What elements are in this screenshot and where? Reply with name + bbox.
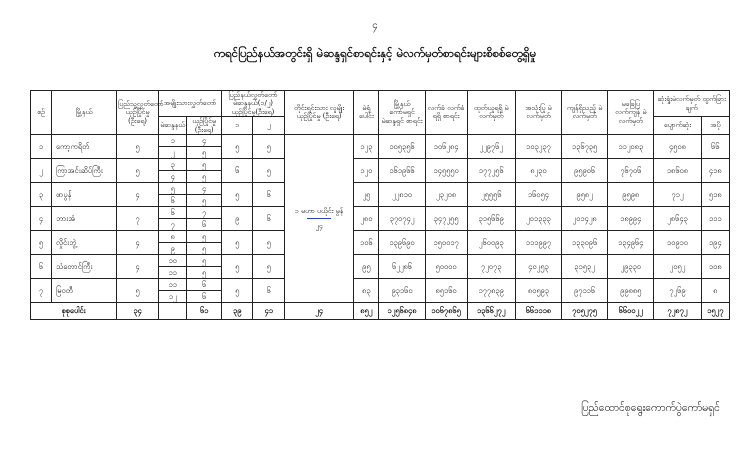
cell-amyotha-constituency: ၇ [159, 218, 187, 230]
cell-received: ၈၅၁၆၀ [425, 278, 467, 302]
table-body [31, 134, 730, 319]
cell-amyotha-constituency: ၂ [159, 146, 187, 158]
cell-voters: ၆၂၂၈၆ [379, 254, 425, 278]
table-row [31, 254, 730, 266]
cell-voters: ၉၃၁၆၀ [379, 278, 425, 302]
cell-printed: ၂၂၉၇၆၂ [467, 134, 515, 158]
cell-no: ၅ [31, 230, 52, 254]
cell-used: ၈၂၃၀ [515, 158, 561, 182]
cell-township: ကော့ကရိတ် [51, 134, 116, 158]
cell-received: ၃၄၇၂၅၅ [425, 206, 467, 230]
cell-received: ၅၀၀၀၀ [425, 254, 467, 278]
cell-unused: ၉၉၈၈၅ [608, 278, 654, 302]
cell-unused: ၂၉၃၃၀ [608, 254, 654, 278]
election-table [30, 90, 730, 320]
cell-state-1: ၅ [221, 278, 252, 302]
cell-stations: ၁၂၃ [354, 134, 379, 158]
cell-township: ဘားအံ [51, 206, 116, 230]
cell-amyotha-candidates: ၅ [187, 242, 222, 254]
cell-pyithu: ၄ [117, 230, 159, 254]
cell-amyotha-constituency: ၈ [159, 230, 187, 242]
cell-unused: ၁၃၄၉၆၄ [608, 230, 654, 254]
cell-amyotha-constituency: ၉ [159, 242, 187, 254]
total-ethnic: ၂၄ [284, 302, 353, 319]
header-state: ပြည်နယ်လွှတ်တော် မဲဆန္ဒနယ်(၁/၂) ယှဉ်ပြိုင်မှု(ဦးရေ) [221, 91, 284, 117]
cell-unused: ၉၅၉၈ [608, 182, 654, 206]
cell-state-1: ၉ [221, 206, 252, 230]
cell-used: ၁၁၁၉၉၇ [515, 230, 561, 254]
cell-remaining: ၁၃၃၀၉၆ [561, 230, 607, 254]
table-row [31, 158, 730, 170]
header-amyotha-candidates: ယှဉ်ပြိုင်မှု (ဦးရေ) [187, 117, 222, 135]
total-label: စုစုပေါင်း [31, 302, 117, 319]
header-remaining: ကျန်ရှိသည့် မဲလက်မှတ် [561, 91, 607, 135]
cell-used: ၂၀၁၃၃၃ [515, 206, 561, 230]
cell-township: သံတောင်ကြီး [51, 254, 116, 278]
header-amyotha-constituency: မဲဆန္ဒနယ် [159, 117, 187, 135]
cell-pyithu: ၅ [117, 134, 159, 158]
total-pyithu: ၃၄ [117, 302, 159, 319]
total-lost-b: ၁၅၂၇ [701, 302, 729, 319]
cell-amyotha-candidates: ၅ [187, 170, 222, 182]
cell-township: ဖာပွန် [51, 182, 116, 206]
cell-lost-b: ၅၁၈ [701, 182, 729, 206]
cell-amyotha-constituency: ၁၁ [159, 266, 187, 278]
total-stations: ၈၅၂ [354, 302, 379, 319]
cell-remaining: ၉၇၁၁၆ [561, 278, 607, 302]
header-lost-a: ပျောက်ဆုံး [654, 117, 701, 135]
cell-printed: ၁၇၇၈၃၉ [467, 278, 515, 302]
cell-state-2: ၅ [253, 158, 284, 182]
table-row [31, 278, 730, 290]
cell-amyotha-candidates: ၅ [187, 194, 222, 206]
cell-state-2: ၅ [253, 254, 284, 278]
cell-amyotha-constituency: ၅ [159, 182, 187, 194]
cell-lost-a: ၇၂၆၉ [654, 278, 701, 302]
cell-lost-b: ၁၉၄ [701, 230, 729, 254]
header-amyotha: အမျိုးသားလွှတ်တော် [159, 91, 222, 117]
cell-amyotha-constituency: ၃ [159, 158, 187, 170]
cell-amyotha-constituency: ၆ [159, 206, 187, 218]
cell-lost-a: ၂၈၆၄၃ [654, 206, 701, 230]
cell-unused: ၁၈၉၉၄ [608, 206, 654, 230]
cell-lost-a: ၁၀၉၁၀ [654, 230, 701, 254]
cell-amyotha-constituency: ၆ [159, 194, 187, 206]
cell-amyotha-candidates: ၅ [187, 146, 222, 158]
total-amyotha-candidates: ၆၁ [187, 302, 222, 319]
header-pyithu: ပြည်သူ့လွှတ်တော် ယှဉ်ပြိုင်မှု (ဦးရေ) [117, 91, 159, 135]
total-row [31, 302, 730, 319]
header-stations: မဲရုံ ပေါင်း [354, 91, 379, 135]
cell-used: ၈၀၅၉၃ [515, 278, 561, 302]
cell-received: ၂၃၂၀၈ [425, 182, 467, 206]
total-voters: ၁၂၅၆၈၄၈ [379, 302, 425, 319]
document-title: ကရင်ပြည်နယ်အတွင်းရှိ မဲဆန္ဒရှင်စာရင်းနှင့် မဲလက်မှတ်စာရင်းများစိစစ်တွေ့ရှိမှု [213, 46, 537, 60]
ethnic-groups-text: ၁ မဟာ ပယိုင်း မွန် [294, 206, 344, 215]
total-unused: ၆၆၀၀၂၂ [608, 302, 654, 319]
cell-amyotha-constituency: ၄ [159, 170, 187, 182]
cell-stations: ၂၅ [354, 182, 379, 206]
cell-amyotha-candidates: ၅ [187, 230, 222, 242]
cell-printed: ၇၂၀၇၃ [467, 254, 515, 278]
cell-state-1: ၆ [221, 158, 252, 182]
cell-voters: ၃၇၀၇၄၂ [379, 206, 425, 230]
total-received: ၁၀၆၇၈၆၅ [425, 302, 467, 319]
cell-stations: ၈၃ [354, 278, 379, 302]
header-voters: မြို့နယ် ကော်မရှင် မဲဆန္ဒရှင် စာရင်း [379, 91, 425, 135]
cell-lost-b: ၁၀၈ [701, 254, 729, 278]
header-lost-b: အပို [701, 117, 729, 135]
cell-no: ၄ [31, 206, 52, 230]
cell-stations: ၁၀၆ [354, 230, 379, 254]
table-row [31, 134, 730, 146]
cell-stations: ၂၈၀ [354, 206, 379, 230]
cell-lost-b: ၁၁၁ [701, 206, 729, 230]
ethnic-count: ၂၄ [307, 218, 331, 230]
cell-amyotha-candidates: ၇ [187, 206, 222, 218]
cell-pyithu: ၄ [117, 254, 159, 278]
cell-printed: ၁၇၇၂၅၆ [467, 158, 515, 182]
cell-state-2: ၆ [253, 206, 284, 230]
cell-unused: ၁၁၂၀၈၃ [608, 134, 654, 158]
total-state-2: ၄၁ [253, 302, 284, 319]
cell-voters: ၁၆၁၉၆၆ [379, 158, 425, 182]
cell-state-1: ၅ [221, 254, 252, 278]
cell-no: ၇ [31, 278, 52, 302]
cell-lost-b: ၄၁၈ [701, 158, 729, 182]
cell-state-1: ၅ [221, 230, 252, 254]
cell-state-2: ၆ [253, 278, 284, 302]
header-township: မြို့နယ် [51, 91, 116, 135]
cell-received: ၁၅၀၀၁၇ [425, 230, 467, 254]
cell-lost-a: ၄၅၀၈ [654, 134, 701, 158]
cell-state-1: ၅ [221, 134, 252, 158]
cell-pyithu: ၇ [117, 206, 159, 230]
header-lost: ဆုံးရှုံးမဲလက်မှတ် ထွက်ခြားချက် [654, 91, 730, 117]
header-state-1: ၁ [221, 117, 252, 135]
cell-no: ၆ [31, 254, 52, 278]
cell-ethnic-merged [284, 134, 353, 302]
cell-state-2: ၅ [253, 134, 284, 158]
total-used: ၆၆၁၁၁၈ [515, 302, 561, 319]
cell-no: ၂ [31, 158, 52, 182]
signature: ပြည်ထောင်စုရွေးကောက်ပွဲကော်မရှင် [580, 402, 720, 414]
total-remaining: ၇၀၅၂၇၅ [561, 302, 607, 319]
cell-stations: ၁၂၀ [354, 158, 379, 182]
cell-amyotha-candidates: ၅ [187, 254, 222, 266]
cell-state-2: ၅ [253, 230, 284, 254]
cell-amyotha-constituency: ၁၁ [159, 278, 187, 290]
cell-lost-a: ၂၀၅၂ [654, 254, 701, 278]
cell-amyotha-candidates: ၅ [187, 266, 222, 278]
cell-no: ၃ [31, 182, 52, 206]
cell-remaining: ၂၀၁၄၂၈ [561, 206, 607, 230]
cell-voters: ၁၀၅၃၅၆ [379, 134, 425, 158]
total-amyotha-constituency [159, 302, 187, 319]
cell-township: လှိုင်းဘွဲ့ [51, 230, 116, 254]
cell-received: ၁၄၅၅၅၀ [425, 158, 467, 182]
cell-amyotha-candidates: ၄ [187, 134, 222, 146]
cell-township: ကြာအင်းဆိပ်ကြီး [51, 158, 116, 182]
cell-state-2: ၆ [253, 182, 284, 206]
cell-amyotha-candidates: ၅ [187, 158, 222, 170]
cell-printed: ၂၅၅၅၆ [467, 182, 515, 206]
cell-no: ၁ [31, 134, 52, 158]
table-row [31, 230, 730, 242]
table-row [31, 182, 730, 194]
header-received: လက်ခံ လက်ခံရရှိ စာရင်း [425, 91, 467, 135]
total-lost-a: ၇၂၈၇၂ [654, 302, 701, 319]
page-number: ၄ [372, 20, 378, 31]
cell-lost-b: ၈ [701, 278, 729, 302]
cell-pyithu: ၅ [117, 278, 159, 302]
cell-state-1: ၅ [221, 182, 252, 206]
cell-amyotha-candidates: ၆ [187, 278, 222, 290]
total-printed: ၁၃၆၆၂၇၂ [467, 302, 515, 319]
cell-unused: ၇၆၇၀၆ [608, 158, 654, 182]
cell-used: ၄၀၂၅၃ [515, 254, 561, 278]
cell-pyithu: ၅ [117, 158, 159, 182]
cell-remaining: ၉၅၈၂ [561, 182, 607, 206]
header-no: စဉ် [31, 91, 52, 135]
header-ethnic: တိုင်းရင်းသား လူမျိုး ယှဉ်ပြိုင်မှု (ဦးရေ) [284, 91, 353, 135]
cell-remaining: ၁၃၆၇၃၅ [561, 134, 607, 158]
cell-amyotha-candidates: ၆ [187, 290, 222, 302]
cell-used: ၁၆၀၅၄ [515, 182, 561, 206]
header-printed: ထုတ်ယူရရှိ မဲလက်မှတ် [467, 91, 515, 135]
cell-printed: ၂၆၀၀၉၃ [467, 230, 515, 254]
cell-voters: ၁၃၉၆၉၀ [379, 230, 425, 254]
cell-remaining: ၉၅၉၀၆ [561, 158, 607, 182]
total-state-1: ၃၉ [221, 302, 252, 319]
cell-amyotha-candidates: ၄ [187, 182, 222, 194]
cell-voters: ၂၂၈၁၀ [379, 182, 425, 206]
cell-lost-b: ၆၆ [701, 134, 729, 158]
cell-received: ၁၀၆၂၈၄ [425, 134, 467, 158]
cell-lost-a: ၁၈၆၀၈ [654, 158, 701, 182]
cell-lost-a: ၇၁၂ [654, 182, 701, 206]
header-used: အသုံးပြု မဲလက်မှတ် [515, 91, 561, 135]
cell-township: မြဝတီ [51, 278, 116, 302]
cell-amyotha-candidates: ၆ [187, 218, 222, 230]
cell-stations: ၉၅ [354, 254, 379, 278]
table-row [31, 206, 730, 218]
cell-printed: ၃၁၅၆၆၉ [467, 206, 515, 230]
cell-used: ၁၀၃၂၃၇ [515, 134, 561, 158]
header-state-2: ၂ [253, 117, 284, 135]
cell-remaining: ၃၁၅၃၂ [561, 254, 607, 278]
header-unused: မခြေပြ လက်ကျန် မဲလက်မှတ် [608, 91, 654, 135]
cell-amyotha-constituency: ၁ [159, 134, 187, 146]
cell-amyotha-constituency: ၁၀ [159, 254, 187, 266]
cell-amyotha-constituency: ၁၂ [159, 290, 187, 302]
cell-pyithu: ၄ [117, 182, 159, 206]
